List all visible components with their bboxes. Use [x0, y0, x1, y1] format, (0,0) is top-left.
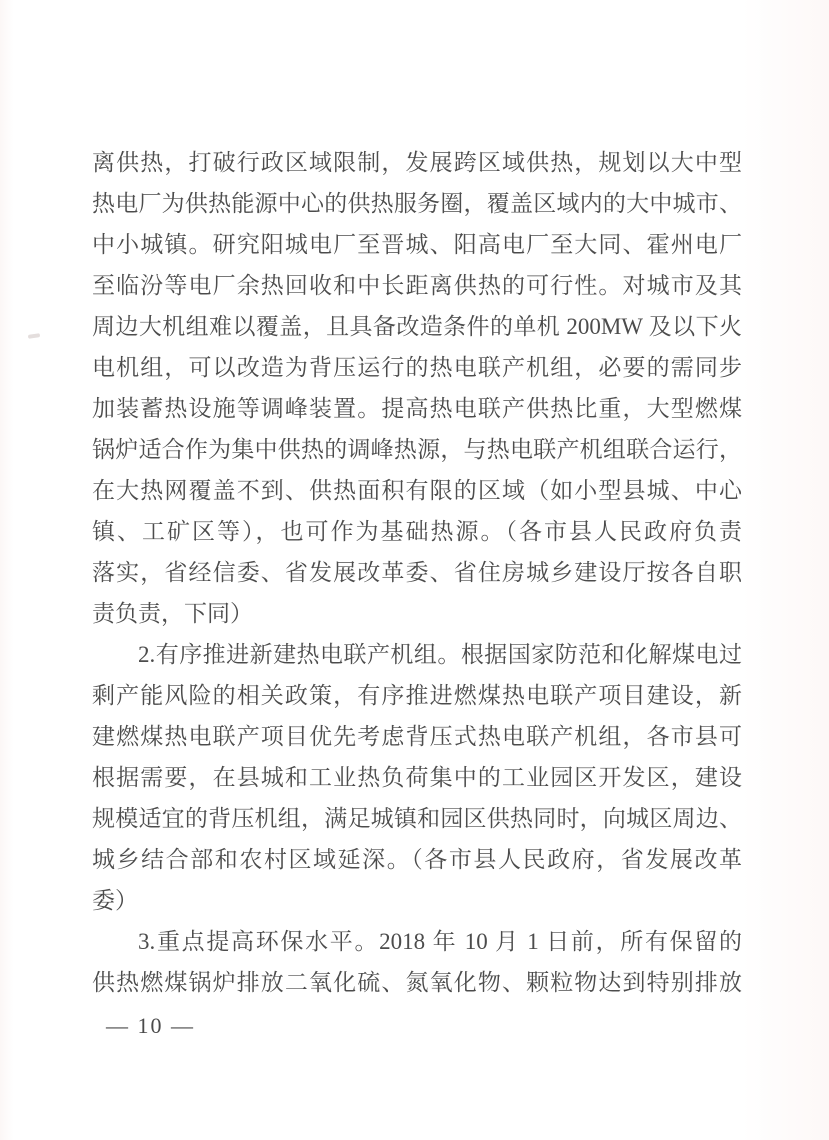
text-line: 热电厂为供热能源中心的供热服务圈，覆盖区域内的大中城市、 — [92, 191, 742, 216]
text-line: 加装蓄热设施等调峰装置。提高热电联产供热比重，大型燃煤 — [92, 396, 742, 421]
text-line: 剩产能风险的相关政策，有序推进燃煤热电联产项目建设，新 — [92, 683, 742, 708]
text-line: 规模适宜的背压机组，满足城镇和园区供热同时，向城区周边、 — [92, 806, 742, 831]
text-line: 责负责，下同） — [92, 601, 253, 626]
text-line: 根据需要，在县城和工业热负荷集中的工业园区开发区，建设 — [92, 765, 742, 790]
text-line-paragraph-start: 2.有序推进新建热电联产机组。根据国家防范和化解煤电过 — [138, 642, 742, 667]
page-number: — 10 — — [106, 1013, 195, 1038]
page-footer — [106, 1012, 195, 1040]
text-line: 至临汾等电厂余热回收和中长距离供热的可行性。对城市及其 — [92, 273, 742, 298]
text-line: 落实，省经信委、省发展改革委、省住房城乡建设厅按各自职 — [92, 560, 742, 585]
text-line: 离供热，打破行政区域限制，发展跨区域供热，规划以大中型 — [92, 150, 742, 175]
document-body-text — [92, 142, 742, 1003]
text-line: 在大热网覆盖不到、供热面积有限的区域（如小型县城、中心 — [92, 478, 742, 503]
text-line: 供热燃煤锅炉排放二氧化硫、氮氧化物、颗粒物达到特别排放 — [92, 970, 742, 995]
scan-speck — [28, 333, 40, 339]
text-line: 锅炉适合作为集中供热的调峰热源，与热电联产机组联合运行， — [92, 437, 742, 462]
text-line: 委） — [92, 888, 138, 913]
text-line: 镇、工矿区等），也可作为基础热源。（各市县人民政府负责 — [92, 519, 742, 544]
text-line: 周边大机组难以覆盖，且具备改造条件的单机 200MW 及以下火 — [92, 314, 742, 339]
text-line-paragraph-start: 3.重点提高环保水平。2018 年 10 月 1 日前，所有保留的 — [138, 929, 742, 954]
text-line: 城乡结合部和农村区域延深。（各市县人民政府，省发展改革 — [92, 847, 742, 872]
text-line: 电机组，可以改造为背压运行的热电联产机组，必要的需同步 — [92, 355, 742, 380]
text-line: 中小城镇。研究阳城电厂至晋城、阳高电厂至大同、霍州电厂 — [92, 232, 742, 257]
text-line: 建燃煤热电联产项目优先考虑背压式热电联产机组，各市县可 — [92, 724, 742, 749]
